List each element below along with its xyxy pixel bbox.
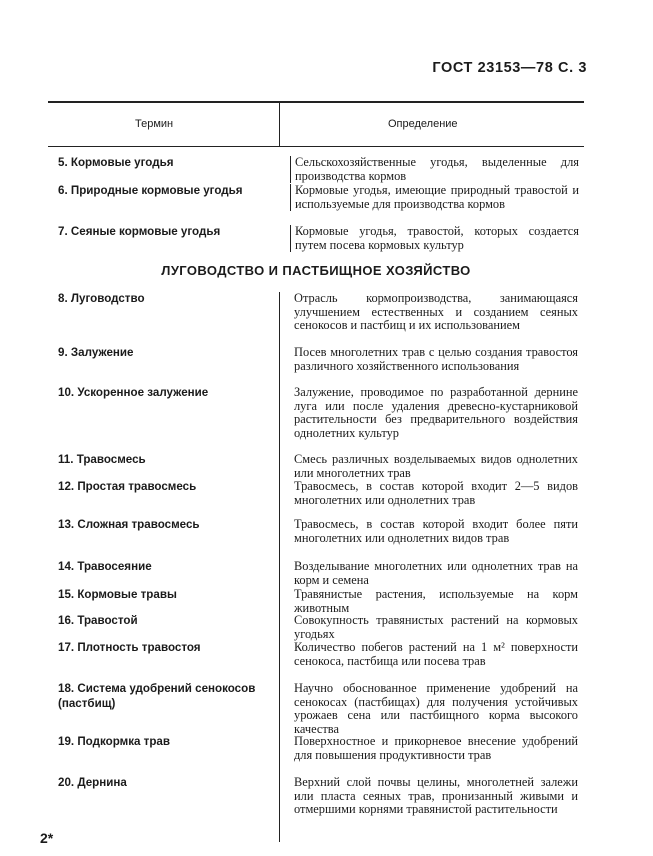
term-19: 19. Подкормка трав (58, 735, 171, 748)
term-13: 13. Сложная травосмесь (58, 518, 200, 531)
definition-7: Кормовые угодья, травостой, которых создается путем посева кормовых культур (290, 225, 579, 252)
definition-19: Поверхностное и прикорневое внесение удобрений для повышения продуктивности трав (294, 734, 578, 762)
definition-20: Верхний слой почвы целины, многолетней залежи или пласта сеяных трав, пронизанный живыми и отмершими корнями травянистой растительности (294, 775, 578, 817)
definition-15: Травянистые растения, используемые на корм животным (294, 587, 578, 615)
definition-17: Количество побегов растений на 1 м² поверхности сенокоса, пастбища или посева трав (294, 640, 578, 668)
definition-18: Научно обоснованное применение удобрений на сенокосах (пастбищах) для получения устойчивых урожаев сена или пастбищного корма высокого качества (294, 681, 578, 736)
table-header-rule (48, 146, 584, 147)
column-header-term: Термин (135, 118, 174, 130)
term-11: 11. Травосмесь (58, 453, 146, 466)
definition-9: Посев многолетних трав с целью создания травостоя различного хозяйственного использования (294, 345, 578, 373)
term-8: 8. Луговодство (58, 292, 145, 305)
header-column-divider (279, 103, 280, 146)
table-top-rule (48, 101, 584, 103)
definition-10: Залужение, проводимое по разработанной дернине луга или после удаления древесно-кустарниковой растительности без предварительного воздействия однолетних культур (294, 385, 578, 440)
term-5: 5. Кормовые угодья (58, 156, 174, 169)
page-footnote-mark: 2* (40, 830, 54, 846)
term-16: 16. Травостой (58, 614, 138, 627)
term-17: 17. Плотность травостоя (58, 641, 201, 654)
term-6: 6. Природные кормовые угодья (58, 184, 243, 197)
section-title: ЛУГОВОДСТВО И ПАСТБИЩНОЕ ХОЗЯЙСТВО (161, 263, 471, 278)
definition-8: Отрасль кормопроизводства, занимающаяся улучшением естественных и созданием сеяных сенокосов и пастбищ и их использованием (294, 291, 578, 333)
term-14: 14. Травосеяние (58, 560, 152, 573)
document-code: ГОСТ 23153—78 С. 3 (432, 60, 587, 76)
term-20: 20. Дернина (58, 776, 127, 789)
definition-11: Смесь различных возделываемых видов однолетних или многолетних трав (294, 452, 578, 480)
term-10: 10. Ускоренное залужение (58, 386, 209, 399)
term-7: 7. Сеяные кормовые угодья (58, 225, 221, 238)
term-15: 15. Кормовые травы (58, 588, 177, 601)
definition-13: Травосмесь, в состав которой входит более пяти многолетних или однолетних видов трав (294, 517, 578, 545)
term-12: 12. Простая травосмесь (58, 480, 197, 493)
column-header-definition: Определение (388, 118, 458, 130)
term-9: 9. Залужение (58, 346, 134, 359)
definition-5: Сельскохозяйственные угодья, выделенные для производства кормов (290, 156, 579, 183)
definition-6: Кормовые угодья, имеющие природный травостой и используемые для производства кормов (290, 184, 579, 211)
definition-14: Возделывание многолетних или однолетних трав на корм и семена (294, 559, 578, 587)
term-18: 18. Система удобрений сенокосов (пастбищ) (58, 682, 256, 710)
definition-12: Травосмесь, в состав которой входит 2—5 видов многолетних или однолетних трав (294, 479, 578, 507)
definition-16: Совокупность травянистых растений на кормовых угодьях (294, 613, 578, 641)
